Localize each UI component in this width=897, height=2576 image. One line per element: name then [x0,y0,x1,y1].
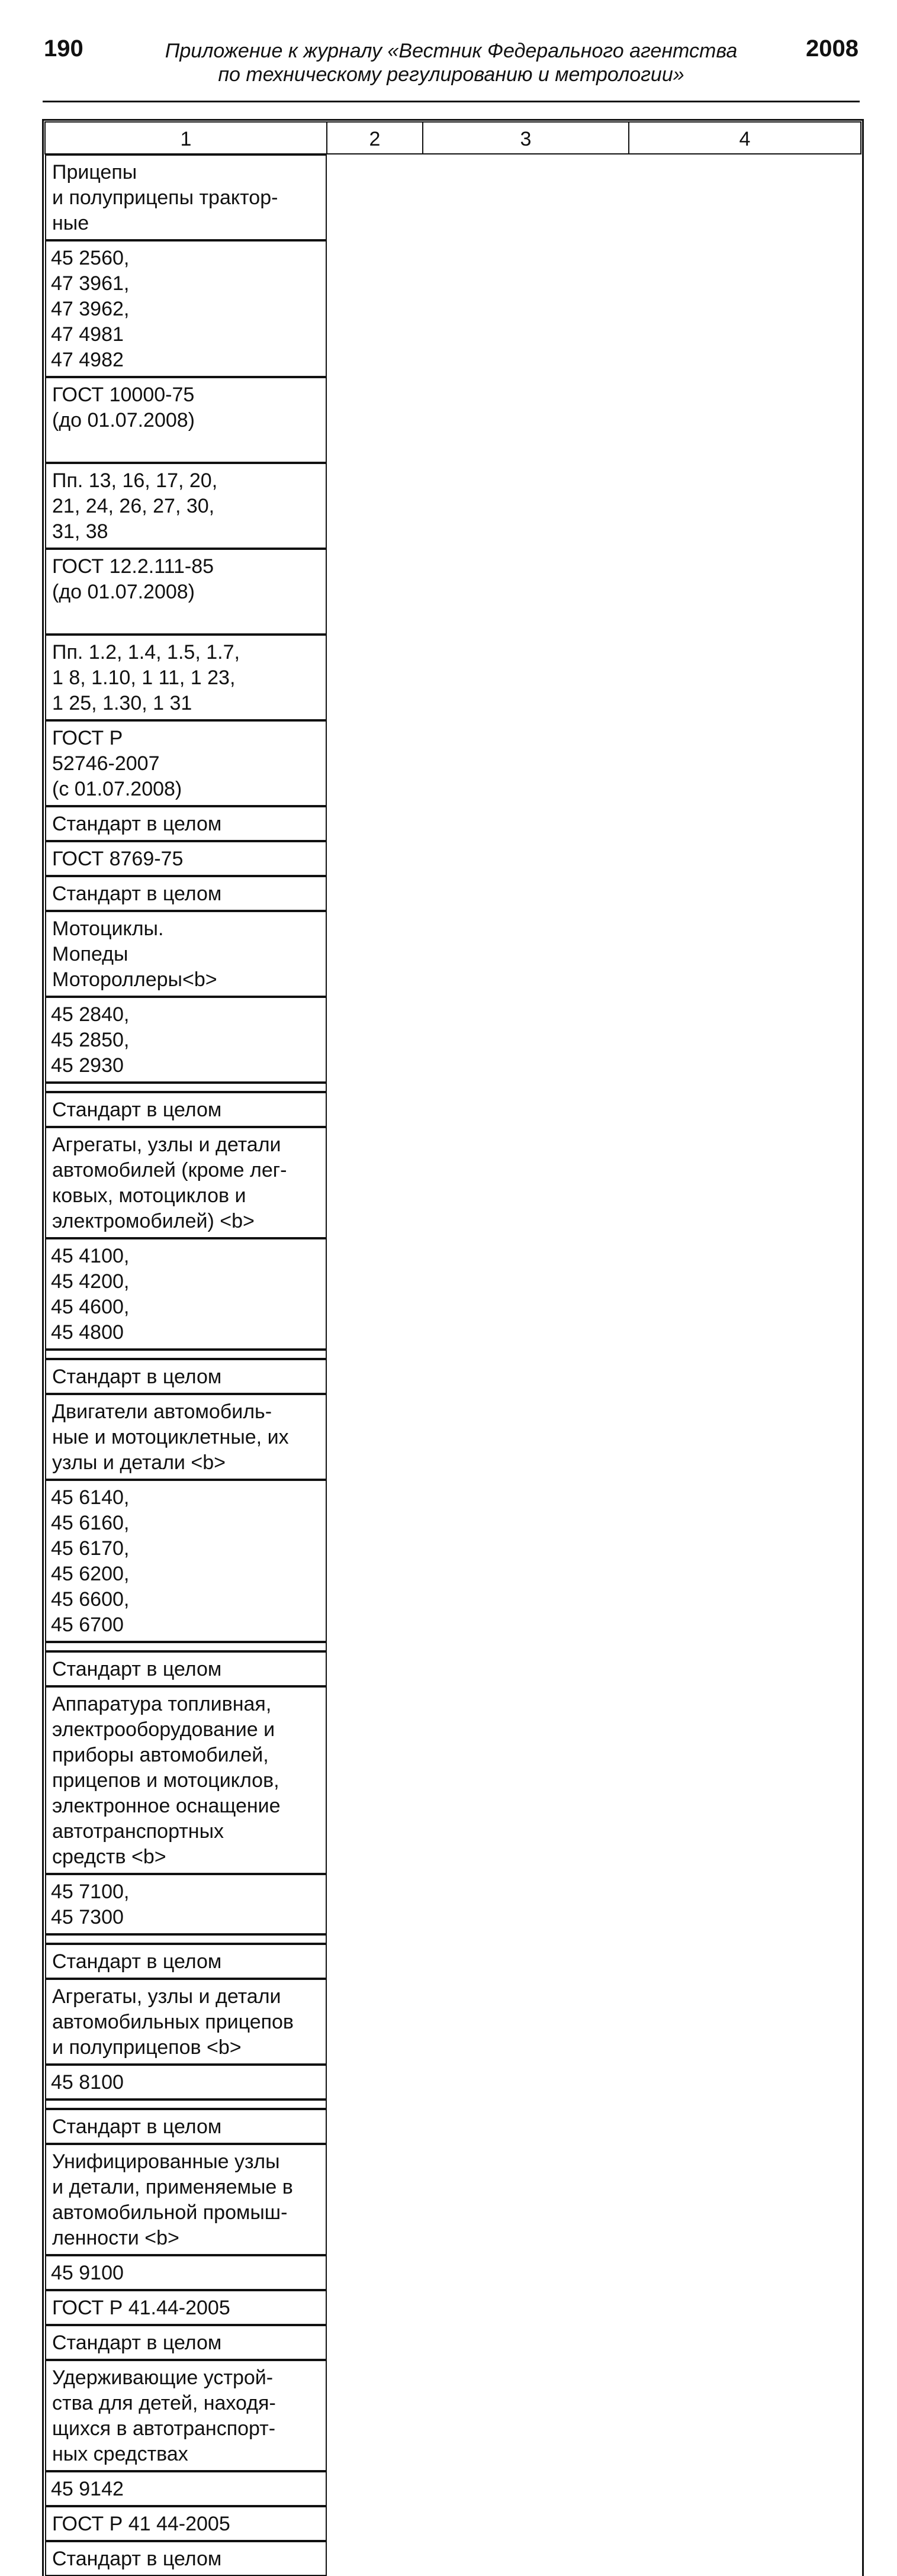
standard-cell: ГОСТ 12.2.111-85 (до 01.07.2008) [45,549,327,635]
scope-cell: Стандарт в целом [45,1359,327,1394]
product-cell: Агрегаты, узлы и детали автомобильных прицепов и полуприцепов <b> [45,1979,327,2065]
standard-cell: ГОСТ Р 52746-2007 (с 01.07.2008) [45,720,327,806]
header-divider [43,101,860,102]
code-cell: 45 2560, 47 3961, 47 3962, 47 4981 47 4982 [45,240,327,377]
product-cell: Аппаратура топливная, электрооборудование и приборы автомобилей, прицепов и мотоциклов, электронное оснащение автотранспортных средств <b> [45,1686,327,1874]
table-row [45,720,861,841]
scope-cell: Пп. 13, 16, 17, 20, 21, 24, 26, 27, 30, 31, 38 [45,463,327,549]
product-cell: Двигатели автомобиль- ные и мотоциклетные, их узлы и детали <b> [45,1394,327,1480]
table-row [45,1686,861,1979]
publication-year: 2008 [806,36,859,62]
code-cell: 45 9100 [45,2255,327,2290]
page-number: 190 [44,36,83,62]
column-header: 3 [423,122,629,154]
standard-cell [45,1642,327,1651]
table-row [45,841,861,911]
page-header [43,34,860,101]
table-row [45,549,861,720]
code-cell: 45 6140, 45 6160, 45 6170, 45 6200, 45 6600, 45 6700 [45,1480,327,1642]
code-cell: 45 9142 [45,2471,327,2506]
product-cell: Агрегаты, узлы и детали автомобилей (кроме лег- ковых, мотоциклов и электромобилей) <b> [45,1127,327,1238]
table-row [45,2360,861,2576]
table-row [45,1127,861,1394]
scope-cell: Пп. 1.2, 1.4, 1.5, 1.7, 1 8, 1.10, 1 11, 1 23, 1 25, 1.30, 1 31 [45,635,327,720]
code-cell: 45 8100 [45,2065,327,2100]
column-header: 1 [45,122,327,154]
scope-cell: Стандарт в целом [45,2325,327,2360]
journal-title: Приложение к журналу «Вестник Федерального агентства по техническому регулированию и метрологии» [165,40,738,86]
scope-cell: Стандарт в целом [45,2109,327,2144]
scope-cell: Стандарт в целом [45,1651,327,1686]
product-cell: Прицепы и полуприцепы трактор- ные [45,154,327,240]
standards-table [44,121,861,2576]
code-cell: 45 7100, 45 7300 [45,1874,327,1934]
table-row [45,154,861,549]
table-row [45,2144,861,2360]
scope-cell: Стандарт в целом [45,806,327,841]
code-cell: 45 2840, 45 2850, 45 2930 [45,997,327,1083]
standard-cell: ГОСТ 8769-75 [45,841,327,876]
standard-cell: ГОСТ Р 41 44-2005 [45,2506,327,2541]
standard-cell [45,1934,327,1944]
table-header-row [45,122,861,154]
table-row [45,1394,861,1686]
column-header: 2 [327,122,423,154]
product-cell: Удерживающие устрой- ства для детей, находя- щихся в автотранспорт- ных средствах [45,2360,327,2471]
standard-cell [45,1350,327,1359]
product-cell: Мотоциклы. Мопеды Мотороллеры<b> [45,911,327,997]
product-cell: Унифицированные узлы и детали, применяемые в автомобильной промыш- ленности <b> [45,2144,327,2255]
table-row [45,911,861,1127]
standard-cell [45,2100,327,2109]
standard-cell: ГОСТ 10000-75 (до 01.07.2008) [45,377,327,463]
scope-cell: Стандарт в целом [45,2541,327,2576]
column-header: 4 [629,122,861,154]
scope-cell: Стандарт в целом [45,876,327,911]
code-cell: 45 4100, 45 4200, 45 4600, 45 4800 [45,1238,327,1350]
standard-cell [45,1083,327,1092]
scope-cell: Стандарт в целом [45,1092,327,1127]
table-row [45,1979,861,2144]
scope-cell: Стандарт в целом [45,1944,327,1979]
standard-cell: ГОСТ Р 41.44-2005 [45,2290,327,2325]
